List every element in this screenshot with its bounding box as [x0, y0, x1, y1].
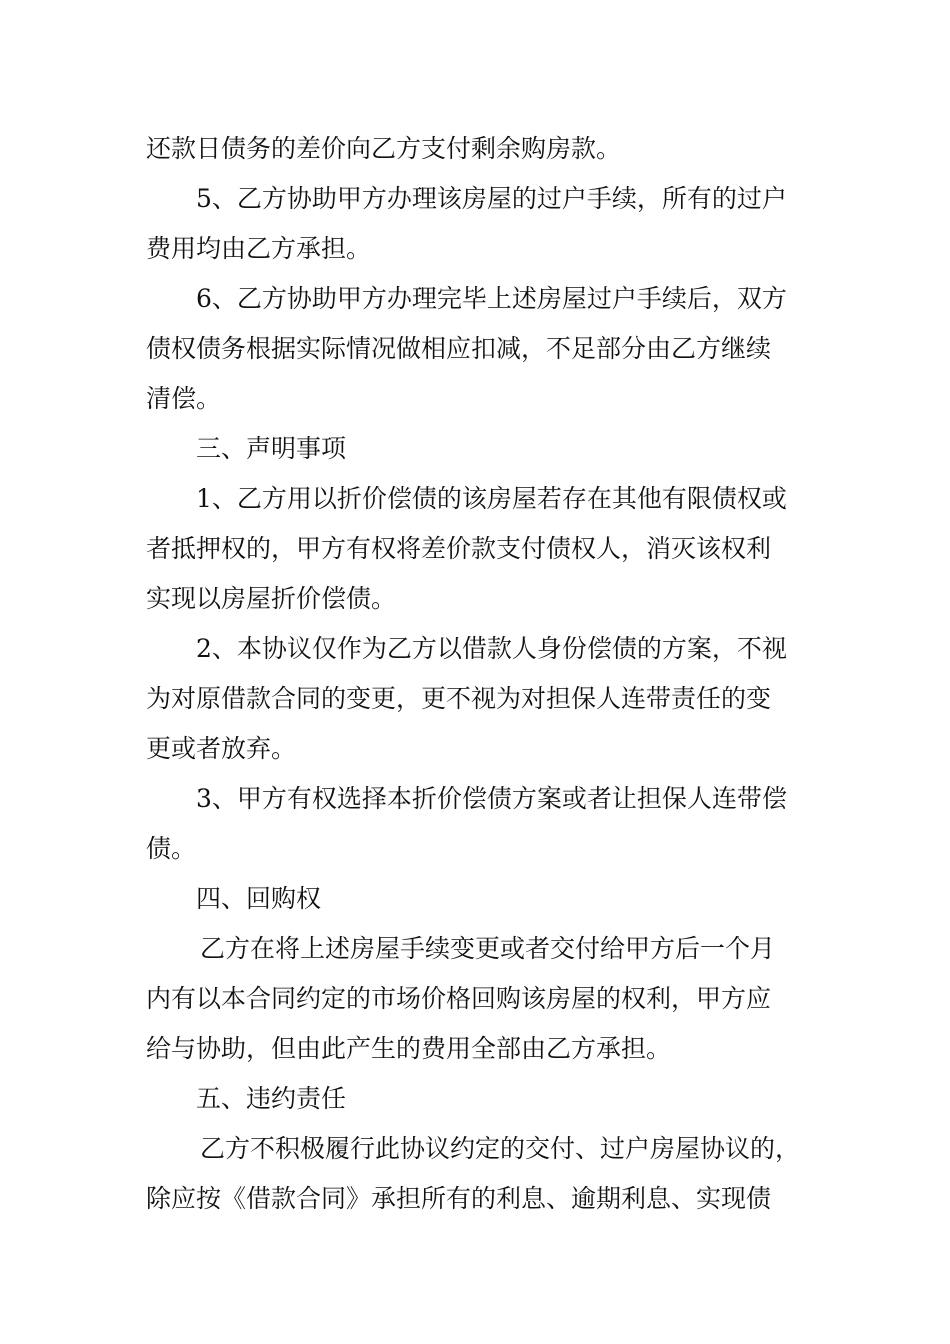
paragraph-line-4: 6、乙方协助甲方办理完毕上述房屋过户手续后，双方 [196, 284, 787, 313]
paragraph-line-22: 除应按《借款合同》承担所有的利息、逾期利息、实现债 [146, 1184, 772, 1213]
paragraph-line-9: 者抵押权的，甲方有权将差价款支付债权人，消灭该权利 [146, 534, 772, 563]
paragraph-line-17: 乙方在将上述房屋手续变更或者交付给甲方后一个月 [200, 934, 776, 963]
paragraph-line-3: 费用均由乙方承担。 [146, 234, 372, 263]
paragraph-line-19: 给与协助，但由此产生的费用全部由乙方承担。 [146, 1034, 672, 1063]
paragraph-line-6: 清偿。 [146, 384, 222, 413]
paragraph-line-14: 3、甲方有权选择本折价偿债方案或者让担保人连带偿 [196, 784, 787, 813]
paragraph-line-13: 更或者放弃。 [146, 734, 297, 763]
paragraph-line-2: 5、乙方协助甲方办理该房屋的过户手续，所有的过户 [196, 184, 787, 213]
paragraph-line-12: 为对原借款合同的变更，更不视为对担保人连带责任的变 [146, 684, 772, 713]
paragraph-line-10: 实现以房屋折价偿债。 [146, 584, 397, 613]
paragraph-line-15: 债。 [146, 834, 197, 863]
section-heading-3: 三、声明事项 [196, 434, 347, 463]
paragraph-line-18: 内有以本合同约定的市场价格回购该房屋的权利，甲方应 [146, 984, 772, 1013]
paragraph-line-1: 还款日债务的差价向乙方支付剩余购房款。 [146, 134, 622, 163]
paragraph-line-11: 2、本协议仅作为乙方以借款人身份偿债的方案，不视 [196, 634, 787, 663]
paragraph-line-21: 乙方不积极履行此协议约定的交付、过户房屋协议的， [200, 1134, 801, 1163]
section-heading-5: 五、违约责任 [196, 1084, 347, 1113]
document-body [146, 124, 812, 1224]
section-heading-4: 四、回购权 [196, 884, 322, 913]
paragraph-line-5: 债权债务根据实际情况做相应扣减，不足部分由乙方继续 [146, 334, 772, 363]
paragraph-line-8: 1、乙方用以折价偿债的该房屋若存在其他有限债权或 [196, 484, 787, 513]
